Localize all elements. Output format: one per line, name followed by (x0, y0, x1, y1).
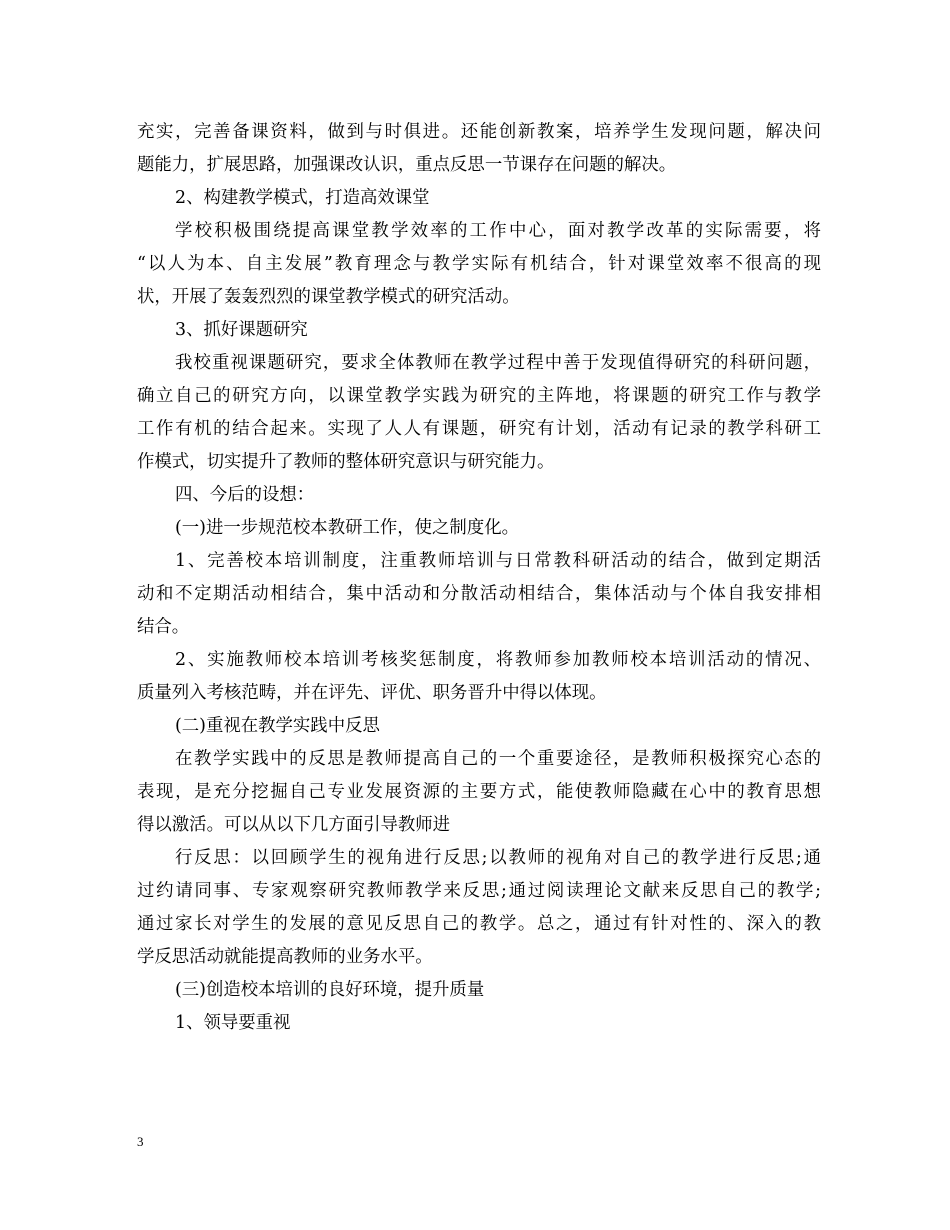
text-line: 确立自己的研究方向，以课堂教学实践为研究的主阵地，将课题的研究工作与教学 (137, 386, 821, 406)
section-heading: (一)进一步规范校本教研工作，使之制度化。 (175, 518, 519, 538)
text-line: 2、实施教师校本培训考核奖惩制度，将教师参加教师校本培训活动的情况、 (175, 650, 821, 670)
text-line: 结合。 (137, 617, 190, 637)
section-heading: 2、构建教学模式，打造高效课堂 (175, 188, 430, 208)
text-line: 质量列入考核范畴，并在评先、评优、职务晋升中得以体现。 (137, 683, 607, 703)
document-body (137, 116, 821, 1040)
text-line: 题能力，扩展思路，加强课改认识，重点反思一节课存在问题的解决。 (137, 155, 677, 175)
text-line: 学反思活动就能提高教师的业务水平。 (137, 947, 433, 967)
text-line: 行反思：以回顾学生的视角进行反思;以教师的视角对自己的教学进行反思;通 (175, 848, 821, 868)
section-heading: (三)创造校本培训的良好环境，提升质量 (175, 980, 485, 1000)
text-line: 过约请同事、专家观察研究教师教学来反思;通过阅读理论文献来反思自己的教学; (137, 881, 821, 901)
text-line: 通过家长对学生的发展的意见反思自己的教学。总之，通过有针对性的、深入的教 (137, 914, 821, 934)
text-line: 学校积极围绕提高课堂教学效率的工作中心，面对教学改革的实际需要，将 (175, 221, 821, 241)
section-heading: 3、抓好课题研究 (175, 320, 308, 340)
text-line: 表现，是充分挖掘自己专业发展资源的主要方式，能使教师隐藏在心中的教育思想 (137, 782, 821, 802)
section-heading: (二)重视在教学实践中反思 (175, 716, 380, 736)
text-line: 作模式，切实提升了教师的整体研究意识与研究能力。 (137, 452, 555, 472)
text-line: “以人为本、自主发展”教育理念与教学实际有机结合，针对课堂效率不很高的现 (137, 254, 821, 274)
text-line: 状，开展了轰轰烈烈的课堂教学模式的研究活动。 (137, 287, 520, 307)
page-number: 3 (137, 1134, 144, 1149)
text-line: 在教学实践中的反思是教师提高自己的一个重要途径，是教师积极探究心态的 (175, 749, 821, 769)
text-line: 我校重视课题研究，要求全体教师在教学过程中善于发现值得研究的科研问题， (175, 353, 821, 373)
text-line: 动和不定期活动相结合，集中活动和分散活动相结合，集体活动与个体自我安排相 (137, 584, 821, 604)
text-line: 工作有机的结合起来。实现了人人有课题，研究有计划，活动有记录的教学科研工 (137, 419, 821, 439)
section-heading: 1、领导要重视 (175, 1013, 291, 1033)
text-line: 1、完善校本培训制度，注重教师培训与日常教科研活动的结合，做到定期活 (175, 551, 821, 571)
text-line: 得以激活。可以从以下几方面引导教师进 (137, 815, 451, 835)
section-heading: 四、今后的设想： (175, 485, 315, 505)
text-line: 充实，完善备课资料，做到与时俱进。还能创新教案，培养学生发现问题，解决问 (137, 122, 821, 142)
